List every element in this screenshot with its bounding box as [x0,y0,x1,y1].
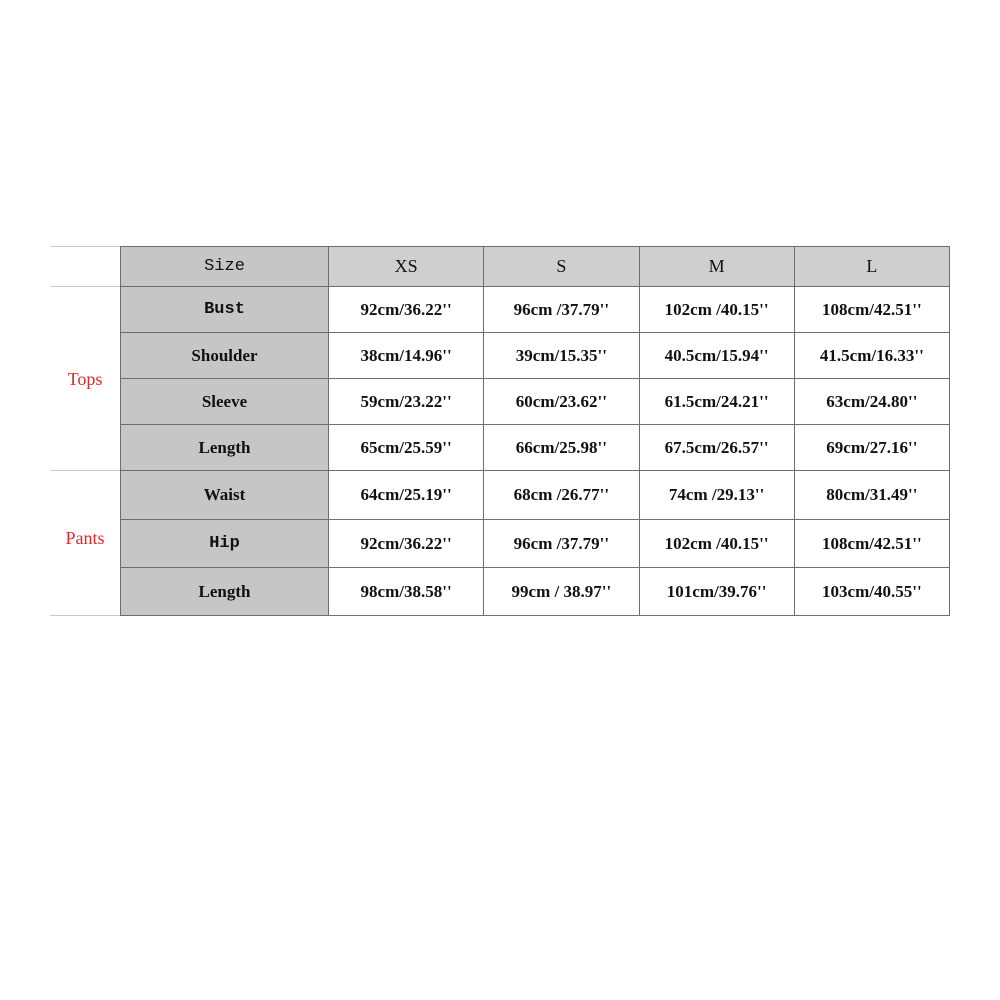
table-row [121,471,950,520]
row-label: Length [121,425,329,471]
table-row [121,333,950,379]
table-cell: 74cm /29.13'' [639,471,794,520]
group-label-tops: Tops [67,369,103,389]
size-header-label: Size [121,247,329,287]
row-label: Length [121,568,329,616]
table-cell: 98cm/38.58'' [329,568,484,616]
table-cell: 68cm /26.77'' [484,471,639,520]
table-cell: 40.5cm/15.94'' [639,333,794,379]
divider [50,615,120,616]
row-label: Shoulder [121,333,329,379]
table-row [121,520,950,568]
row-label: Waist [121,471,329,520]
table-cell: 92cm/36.22'' [329,520,484,568]
size-header-l: L [794,247,949,287]
divider [50,246,120,247]
row-label: Bust [121,287,329,333]
table-cell: 63cm/24.80'' [794,379,949,425]
table-cell: 67.5cm/26.57'' [639,425,794,471]
table-cell: 96cm /37.79'' [484,287,639,333]
table-cell: 38cm/14.96'' [329,333,484,379]
table-cell: 99cm / 38.97'' [484,568,639,616]
table-cell: 41.5cm/16.33'' [794,333,949,379]
divider [50,470,120,471]
table-row [121,425,950,471]
table-cell: 103cm/40.55'' [794,568,949,616]
table-cell: 102cm /40.15'' [639,287,794,333]
table-cell: 64cm/25.19'' [329,471,484,520]
table-cell: 59cm/23.22'' [329,379,484,425]
size-header-m: M [639,247,794,287]
row-label: Sleeve [121,379,329,425]
size-chart [50,246,950,616]
table-cell: 65cm/25.59'' [329,425,484,471]
table-cell: 108cm/42.51'' [794,520,949,568]
row-label: Hip [121,520,329,568]
table-cell: 61.5cm/24.21'' [639,379,794,425]
group-label-pants: Pants [65,528,105,548]
table-row [121,287,950,333]
table-row [121,379,950,425]
table-cell: 66cm/25.98'' [484,425,639,471]
table-cell: 60cm/23.62'' [484,379,639,425]
table-cell: 108cm/42.51'' [794,287,949,333]
table-row [121,568,950,616]
table-cell: 101cm/39.76'' [639,568,794,616]
size-header-s: S [484,247,639,287]
size-table [120,246,950,616]
table-cell: 69cm/27.16'' [794,425,949,471]
table-cell: 39cm/15.35'' [484,333,639,379]
table-cell: 96cm /37.79'' [484,520,639,568]
table-cell: 102cm /40.15'' [639,520,794,568]
size-header-xs: XS [329,247,484,287]
divider [50,286,120,287]
table-cell: 80cm/31.49'' [794,471,949,520]
table-header-row [121,247,950,287]
table-cell: 92cm/36.22'' [329,287,484,333]
